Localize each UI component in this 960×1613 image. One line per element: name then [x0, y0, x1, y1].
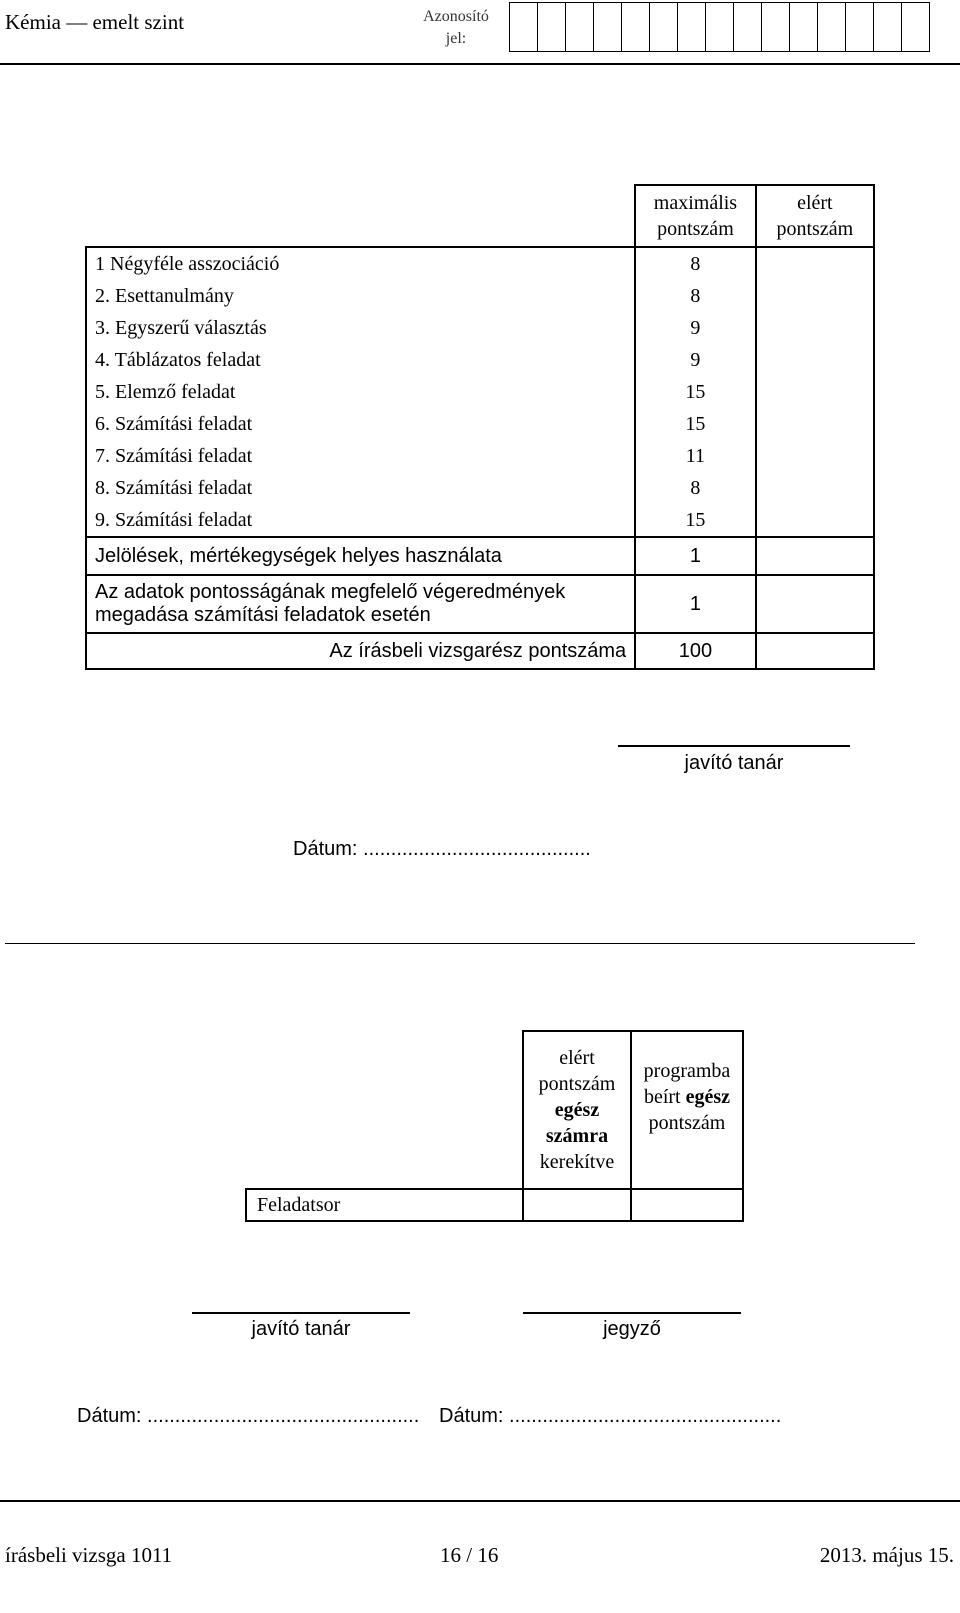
- col-rounded-header: elért pontszám egész számra kerekítve: [523, 1031, 631, 1189]
- signature-line-left: [192, 1312, 410, 1314]
- table-row-notation: Jelölések, mértékegységek helyes használata 1: [86, 537, 874, 575]
- table-row-total: Az írásbeli vizsgarész pontszáma 100: [86, 633, 874, 669]
- id-box[interactable]: [621, 2, 650, 52]
- final-score-header: [246, 1031, 743, 1189]
- score-entry[interactable]: [756, 376, 874, 408]
- id-box[interactable]: [705, 2, 734, 52]
- signature-line: [618, 745, 850, 747]
- id-label: Azonosító jel:: [423, 8, 489, 47]
- page-number: 16 / 16: [440, 1543, 499, 1567]
- id-boxes: [510, 2, 930, 52]
- score-entry[interactable]: [756, 344, 874, 376]
- header-rule: [0, 63, 960, 65]
- table-row: 7. Számítási feladat 11: [86, 440, 874, 472]
- id-box[interactable]: [677, 2, 706, 52]
- date-field[interactable]: Dátum: .........................................: [293, 838, 591, 860]
- id-box[interactable]: [537, 2, 566, 52]
- id-box[interactable]: [817, 2, 846, 52]
- footer-exam: írásbeli vizsga 1011: [5, 1543, 173, 1567]
- final-score-table: [245, 1030, 744, 1222]
- score-table: [85, 184, 875, 670]
- id-box[interactable]: [873, 2, 902, 52]
- id-box[interactable]: [733, 2, 762, 52]
- id-box[interactable]: [761, 2, 790, 52]
- score-table-header: [86, 185, 874, 247]
- score-entry[interactable]: [756, 440, 874, 472]
- score-entry[interactable]: [756, 537, 874, 575]
- date-field-right[interactable]: Dátum: .................................................: [439, 1405, 782, 1427]
- score-entry[interactable]: [756, 247, 874, 280]
- id-box[interactable]: [565, 2, 594, 52]
- table-row: 4. Táblázatos feladat 9: [86, 344, 874, 376]
- table-row: Feladatsor: [246, 1189, 743, 1221]
- col-entered-header: programba beírt egész pontszám: [631, 1031, 743, 1189]
- id-box[interactable]: [509, 2, 538, 52]
- table-row: 1 Négyféle asszociáció 8: [86, 247, 874, 280]
- score-entry[interactable]: [756, 312, 874, 344]
- table-row: 6. Számítási feladat 15: [86, 408, 874, 440]
- signature-role-left: javító tanár: [251, 1318, 351, 1340]
- signature-role: javító tanár: [684, 752, 784, 774]
- total-score-entry[interactable]: [756, 633, 874, 669]
- score-entry[interactable]: [756, 280, 874, 312]
- entered-score-entry[interactable]: [631, 1189, 743, 1221]
- col-got-header: elért pontszám: [756, 185, 874, 247]
- score-entry[interactable]: [756, 575, 874, 633]
- table-row: 2. Esettanulmány 8: [86, 280, 874, 312]
- col-max-header: maximális pontszám: [635, 185, 755, 247]
- table-row: 3. Egyszerű választás 9: [86, 312, 874, 344]
- table-row: 8. Számítási feladat 8: [86, 472, 874, 504]
- table-row: 9. Számítási feladat 15: [86, 504, 874, 537]
- score-entry[interactable]: [756, 504, 874, 537]
- rounded-score-entry[interactable]: [523, 1189, 631, 1221]
- table-row: 5. Elemző feladat 15: [86, 376, 874, 408]
- id-box[interactable]: [845, 2, 874, 52]
- score-entry[interactable]: [756, 408, 874, 440]
- id-box[interactable]: [649, 2, 678, 52]
- signature-role-right: jegyző: [603, 1318, 661, 1340]
- table-row-precision: Az adatok pontosságának megfelelő végeredmények megadása számítási feladatok esetén 1: [86, 575, 874, 633]
- signature-line-right: [523, 1312, 741, 1314]
- id-box[interactable]: [901, 2, 930, 52]
- id-box[interactable]: [593, 2, 622, 52]
- footer-rule: [0, 1500, 960, 1502]
- exam-title: Kémia — emelt szint: [5, 10, 185, 34]
- score-entry[interactable]: [756, 472, 874, 504]
- footer-date: 2013. május 15.: [819, 1543, 954, 1567]
- id-box[interactable]: [789, 2, 818, 52]
- divider: [5, 943, 915, 944]
- date-field-left[interactable]: Dátum: .................................................: [77, 1405, 420, 1427]
